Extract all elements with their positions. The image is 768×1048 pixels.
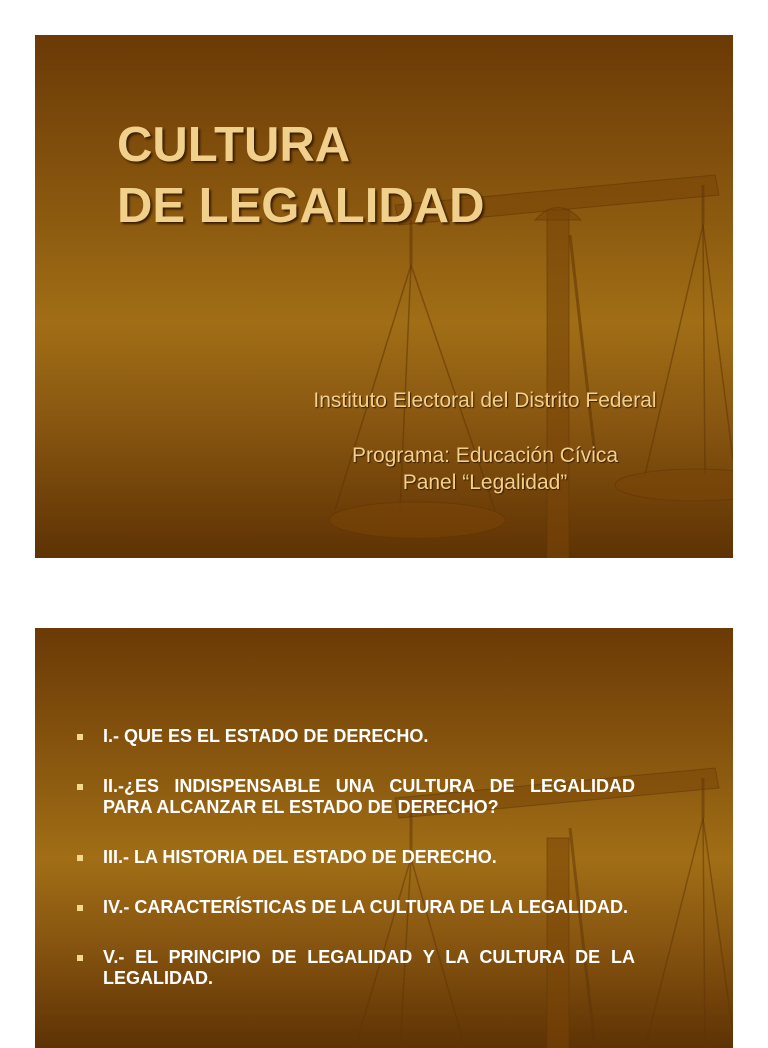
bullet-square-icon: [77, 905, 83, 911]
agenda-list: [75, 726, 635, 1018]
panel-name: Panel “Legalidad”: [402, 471, 568, 494]
list-item-text: III.- LA HISTORIA DEL ESTADO DE DERECHO.: [103, 847, 497, 867]
list-item: [75, 847, 635, 868]
bullet-square-icon: [77, 955, 83, 961]
list-item: [75, 726, 635, 747]
slide-title: [117, 115, 485, 237]
title-line-2: DE LEGALIDAD: [117, 179, 485, 233]
institution-name: Instituto Electoral del Distrito Federal: [313, 389, 657, 412]
bullet-square-icon: [77, 734, 83, 740]
list-item: [75, 897, 635, 918]
list-item: [75, 947, 635, 989]
bullet-square-icon: [77, 855, 83, 861]
bullet-square-icon: [77, 784, 83, 790]
list-item-text: II.-¿ES INDISPENSABLE UNA CULTURA DE LEGALIDAD PARA ALCANZAR EL ESTADO DE DERECHO?: [103, 776, 635, 817]
list-item-text: I.- QUE ES EL ESTADO DE DERECHO.: [103, 726, 429, 746]
title-slide: [35, 35, 733, 558]
list-item: [75, 776, 635, 818]
list-item-text: IV.- CARACTERÍSTICAS DE LA CULTURA DE LA LEGALIDAD.: [103, 897, 628, 917]
program-name: Programa: Educación Cívica: [351, 444, 619, 467]
agenda-slide: [35, 628, 733, 1048]
title-line-1: CULTURA: [117, 118, 351, 172]
list-item-text: V.- EL PRINCIPIO DE LEGALIDAD Y LA CULTURA DE LA LEGALIDAD.: [103, 947, 635, 988]
